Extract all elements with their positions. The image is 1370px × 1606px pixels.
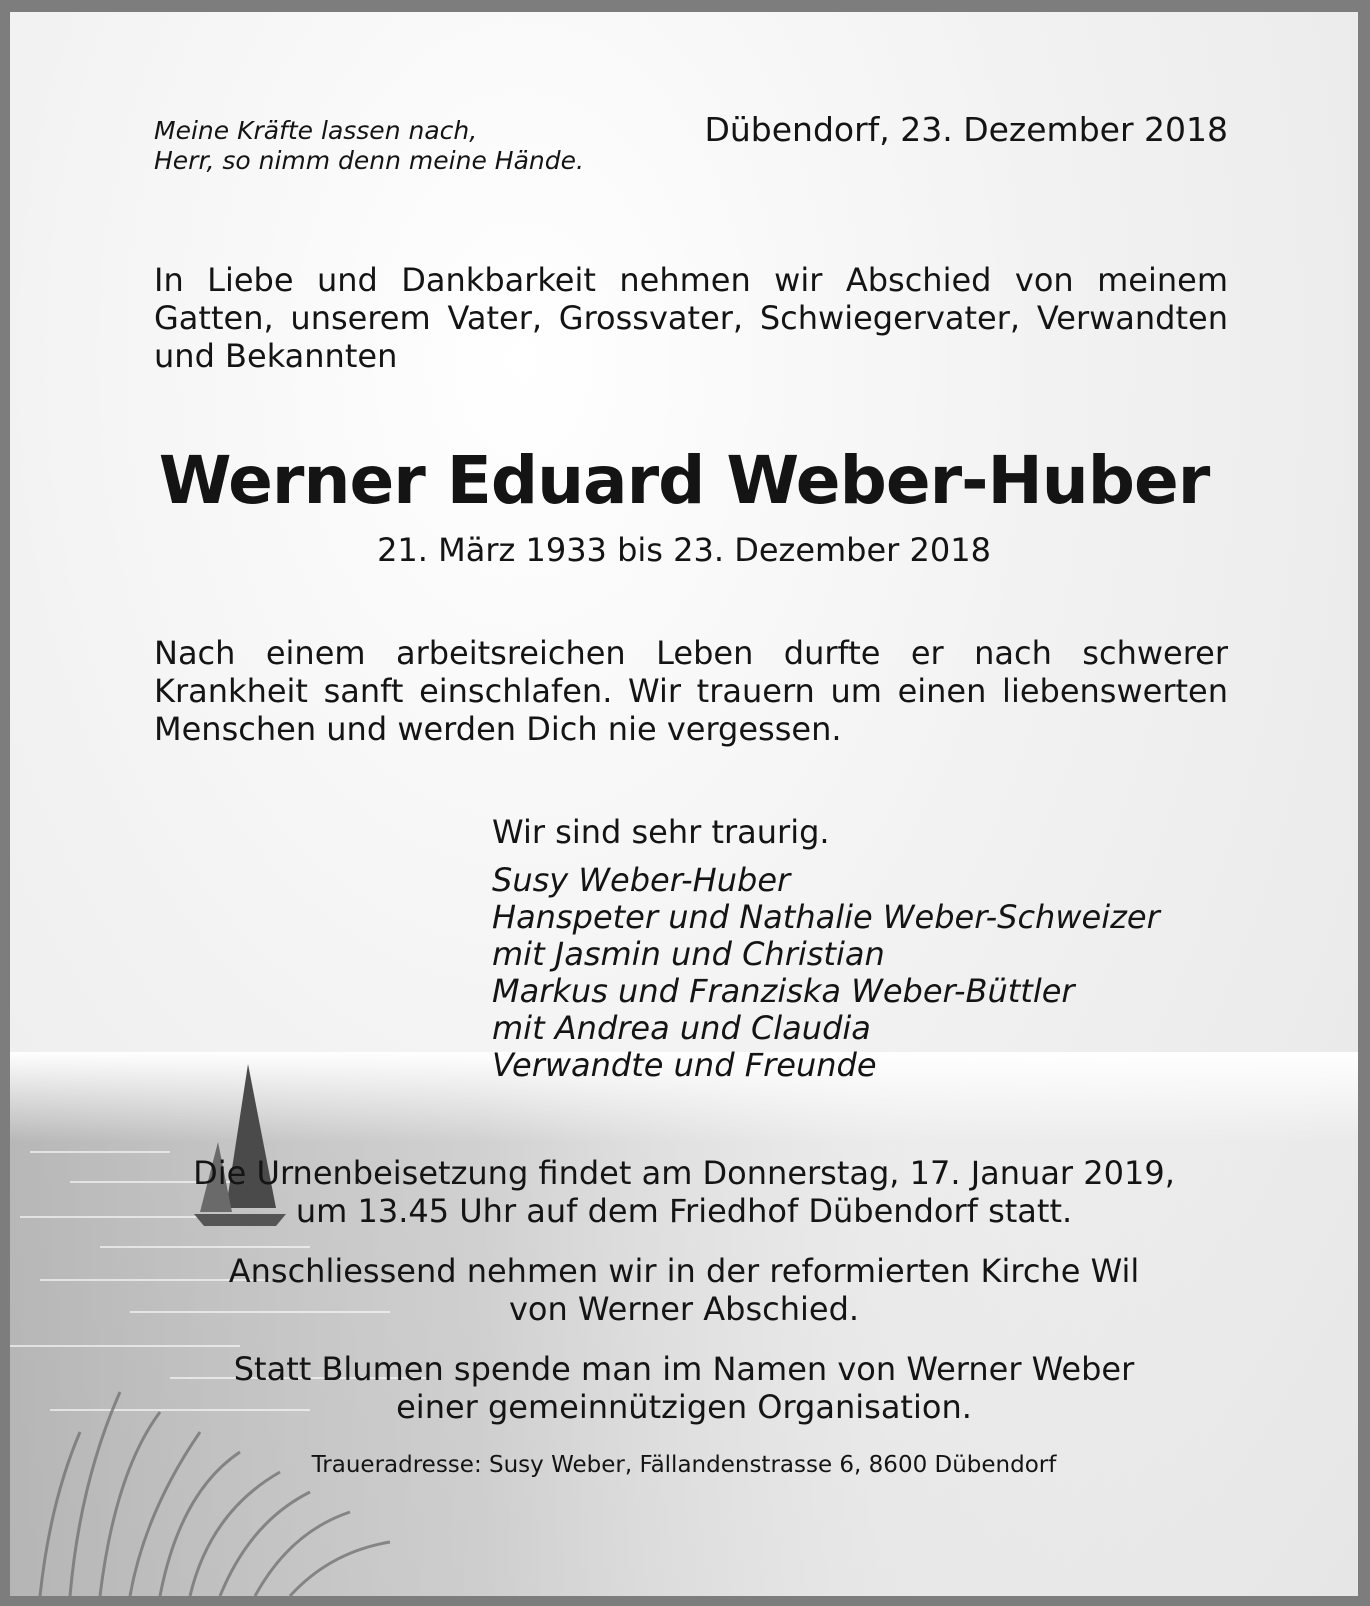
farewell-line-2: von Werner Abschied.	[508, 1290, 860, 1328]
mourner-item: mit Jasmin und Christian	[492, 935, 885, 973]
donation-line-1: Statt Blumen spende man im Namen von Werner Weber	[233, 1350, 1135, 1388]
mourning-address: Traueradresse: Susy Weber, Fällandenstrasse 6, 8600 Dübendorf	[311, 1452, 1057, 1478]
deceased-name: Werner Eduard Weber-Huber	[158, 442, 1210, 519]
donation-line-2: einer gemeinnützigen Organisation.	[396, 1388, 972, 1426]
farewell-notice	[10, 1252, 1358, 1328]
bible-verse	[154, 116, 674, 176]
burial-notice	[10, 1154, 1358, 1230]
mourner-item: Hanspeter und Nathalie Weber-Schweizer	[492, 898, 1160, 936]
mourner-item: Markus und Franziska Weber-Büttler	[492, 972, 1075, 1010]
obituary-card	[10, 12, 1358, 1596]
mourner-item: Susy Weber-Huber	[492, 861, 791, 899]
donation-notice	[10, 1350, 1358, 1426]
intro-text: In Liebe und Dankbarkeit nehmen wir Abschied von meinem Gatten, unserem Vater, Grossvater, Schwiegervater, Verwandten und Bekannten	[154, 261, 1228, 375]
mourner-item: mit Andrea und Claudia	[492, 1009, 871, 1047]
mourners-list	[492, 862, 1252, 1084]
tribute-text: Nach einem arbeitsreichen Leben durfte er nach schwerer Krankheit sanft einschlafen. Wir trauern um einen liebenswerten Menschen und werden Dich nie vergessen.	[154, 634, 1228, 748]
mourning-statement: Wir sind sehr traurig.	[492, 813, 830, 851]
mourner-item: Verwandte und Freunde	[492, 1046, 877, 1084]
verse-line-1: Meine Kräfte lassen nach,	[154, 116, 478, 145]
life-dates: 21. März 1933 bis 23. Dezember 2018	[377, 531, 991, 569]
farewell-line-1: Anschliessend nehmen wir in der reformierten Kirche Wil	[228, 1252, 1140, 1290]
burial-line-2: um 13.45 Uhr auf dem Friedhof Dübendorf statt.	[295, 1192, 1073, 1230]
verse-line-2: Herr, so nimm denn meine Hände.	[154, 146, 584, 175]
burial-line-1: Die Urnenbeisetzung findet am Donnerstag, 17. Januar 2019,	[193, 1154, 1175, 1192]
place-date: Dübendorf, 23. Dezember 2018	[704, 110, 1228, 149]
